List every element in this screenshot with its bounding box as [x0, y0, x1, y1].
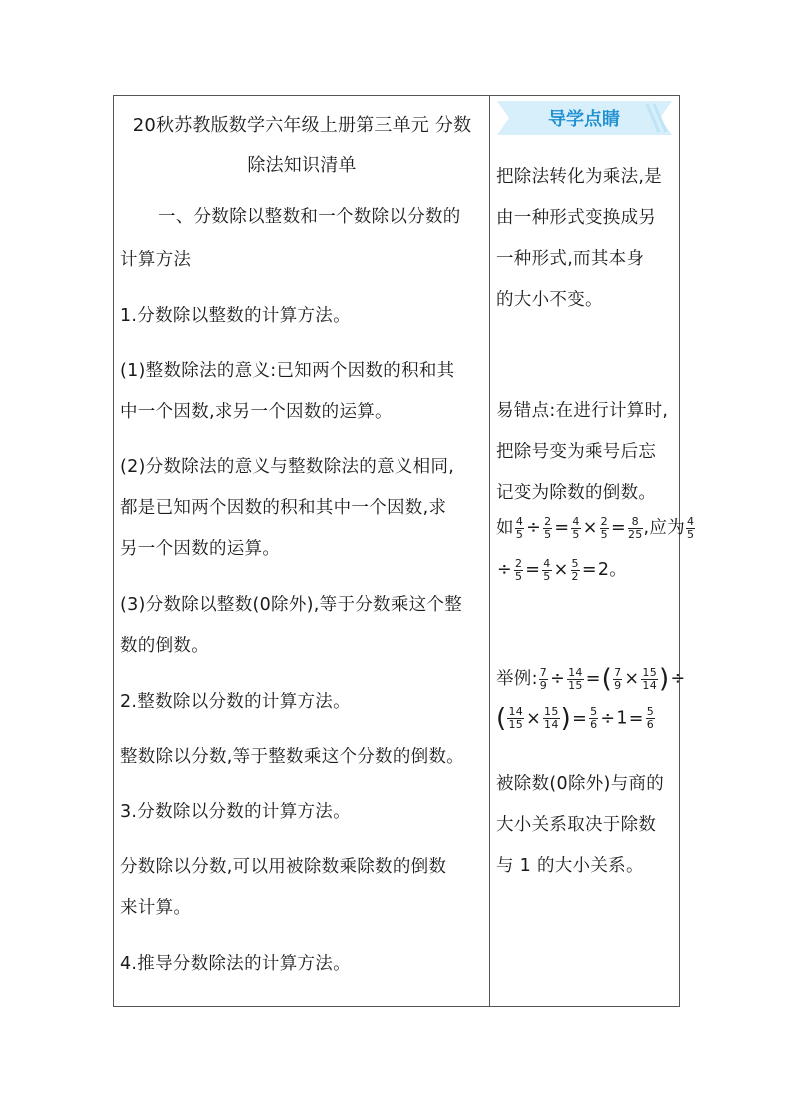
fraction: $\frac{4}{5}$	[515, 514, 524, 541]
example-line-1: 举例: $\frac{7}{9}$ ÷ $\frac{14}{15}$ =( $\frac{7}{9}$ × $\frac{15}{14}$ )÷	[496, 664, 686, 694]
example-one: 1	[616, 708, 628, 729]
fraction: $\frac{14}{15}$	[568, 665, 583, 692]
fraction: $\frac{5}{6}$	[646, 705, 655, 731]
error-line-3: 记变为除数的倒数。	[496, 483, 657, 503]
section-heading-line-2: 计算方法	[120, 250, 192, 270]
title-line-2: 除法知识清单	[247, 155, 357, 176]
item-3-heading: 3.分数除以分数的计算方法。	[120, 802, 351, 822]
error-example-line-1: 如 $\frac{4}{5}$ ÷ $\frac{2}{5}$ = $\frac{4}{5}$ × $\frac{2}{5}$ = $\frac{8}{25}$ ,应为 $\frac{4}{5}$	[496, 514, 695, 541]
fraction: $\frac{4}{5}$	[543, 556, 551, 583]
tip-line-3: 一种形式,而其本身	[496, 249, 645, 269]
example-prefix: 举例:	[496, 669, 538, 689]
title-line-1: 20秋苏教版数学六年级上册第三单元 分数	[132, 115, 472, 136]
fraction: $\frac{2}{5}$	[600, 514, 608, 541]
fraction: $\frac{15}{14}$	[544, 705, 559, 731]
error-eg-prefix: 如	[496, 518, 514, 538]
banner-label: 导学点睛	[548, 109, 620, 130]
item-1-1-line-1: (1)整数除法的意义:已知两个因数的积和其	[120, 361, 455, 381]
tip-line-1: 把除法转化为乘法,是	[496, 167, 663, 187]
relation-line-3: 与 1 的大小关系。	[496, 856, 644, 876]
fraction: $\frac{7}{9}$	[539, 665, 548, 692]
fraction: $\frac{8}{25}$	[627, 514, 643, 541]
item-1-2-line-3: 另一个因数的运算。	[120, 539, 281, 559]
fraction: $\frac{5}{6}$	[590, 705, 598, 731]
banner-shape	[497, 101, 672, 135]
error-example-line-2: ÷ $\frac{2}{5}$ = $\frac{4}{5}$ × $\frac{5}{2}$ =2。	[497, 556, 628, 583]
error-eg-mid: ,应为	[643, 518, 686, 538]
relation-line-1: 被除数(0除外)与商的	[496, 774, 665, 794]
fraction: $\frac{14}{15}$	[508, 705, 524, 731]
relation-line-2: 大小关系取决于除数	[496, 815, 657, 835]
section-heading-line-1: 一、分数除以整数和一个数除以分数的	[158, 207, 461, 227]
fraction: $\frac{4}{5}$	[687, 514, 695, 541]
fraction: $\frac{15}{14}$	[642, 665, 657, 692]
item-1-2-line-2: 都是已知两个因数的积和其中一个因数,求	[120, 498, 447, 518]
fraction: $\frac{4}{5}$	[572, 514, 580, 541]
error-line-1: 易错点:在进行计算时,	[496, 401, 669, 421]
item-1-1-line-2: 中一个因数,求另一个因数的运算。	[120, 402, 393, 422]
column-divider	[489, 95, 490, 1007]
fraction: $\frac{5}{2}$	[571, 556, 579, 583]
eq-result: 2。	[597, 560, 628, 580]
fraction: $\frac{2}{5}$	[544, 514, 552, 541]
item-1-3-line-1: (3)分数除以整数(0除外),等于分数乘这个整	[120, 595, 463, 615]
item-3-line-2: 来计算。	[120, 898, 192, 918]
example-line-2: ( $\frac{14}{15}$ × $\frac{15}{14}$ )= $\frac{5}{6}$ ÷1= $\frac{5}{6}$	[496, 703, 655, 734]
item-2-text: 整数除以分数,等于整数乘这个分数的倒数。	[120, 747, 465, 767]
item-1-2-line-1: (2)分数除法的意义与整数除法的意义相同,	[120, 457, 455, 477]
tip-line-2: 由一种形式变换成另	[496, 208, 657, 228]
fraction: $\frac{2}{5}$	[514, 556, 523, 583]
item-3-line-1: 分数除以分数,可以用被除数乘除数的倒数	[120, 857, 447, 877]
error-line-2: 把除号变为乘号后忘	[496, 442, 657, 462]
tip-line-4: 的大小不变。	[496, 290, 603, 310]
item-1-heading: 1.分数除以整数的计算方法。	[120, 306, 351, 326]
doc-title	[124, 106, 480, 186]
fraction: $\frac{7}{9}$	[614, 665, 622, 692]
item-1-3-line-2: 数的倒数。	[120, 636, 209, 656]
item-4-heading: 4.推导分数除法的计算方法。	[120, 954, 351, 974]
item-2-heading: 2.整数除以分数的计算方法。	[120, 692, 351, 712]
